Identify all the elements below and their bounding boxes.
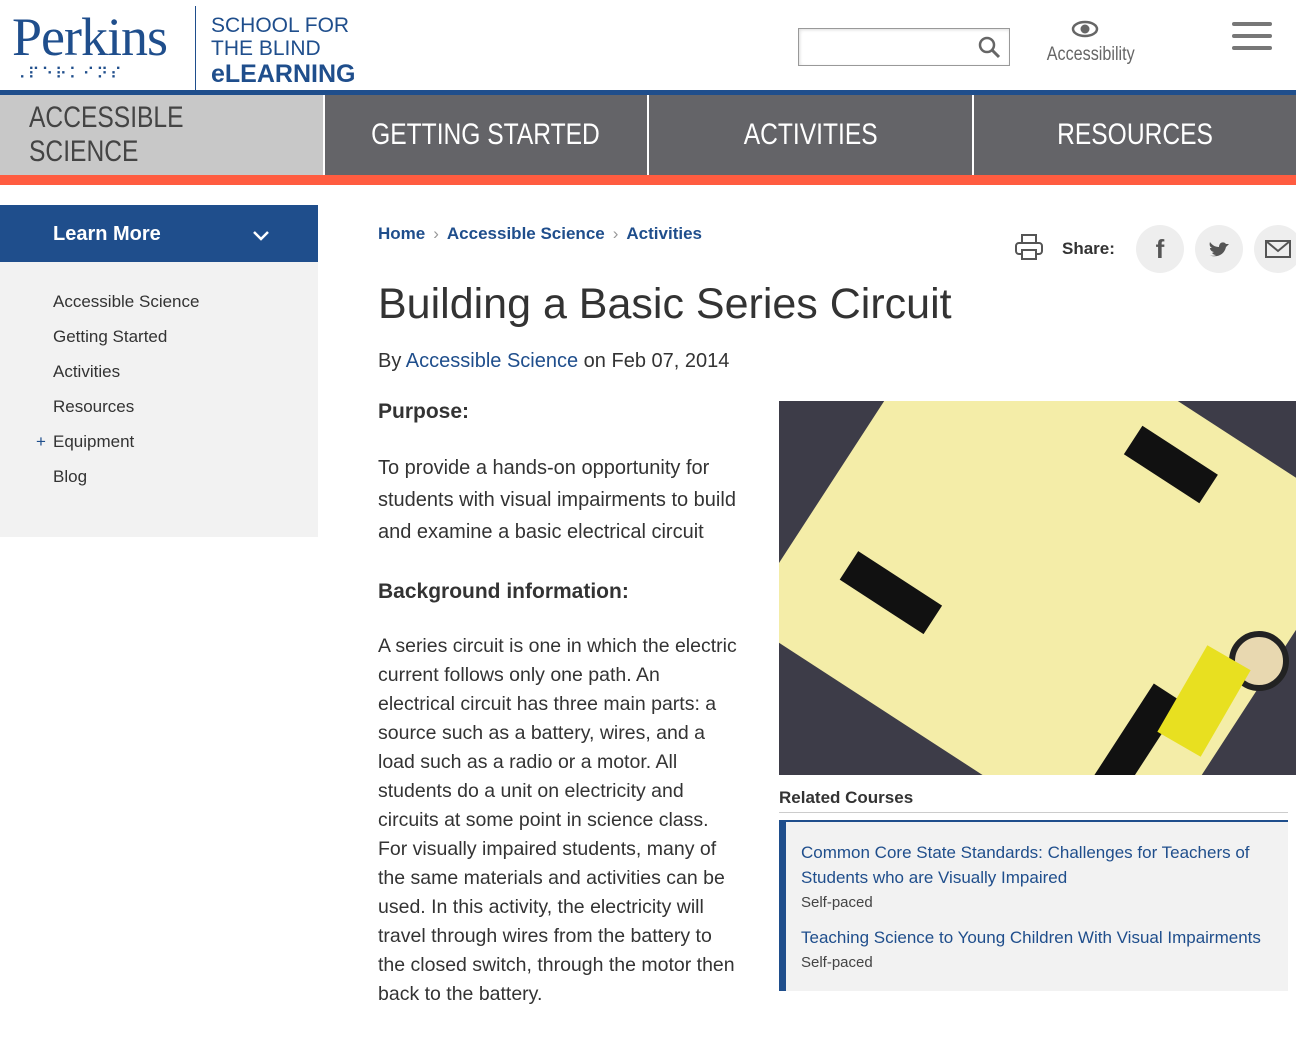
chevron-down-icon	[252, 225, 270, 248]
print-icon[interactable]	[1014, 233, 1044, 266]
course-link[interactable]: Teaching Science to Young Children With Visual Impairments	[801, 928, 1261, 947]
logo-text	[211, 14, 355, 88]
logo[interactable]: Perkins	[12, 7, 167, 67]
sidebar-item-activities[interactable]: Activities	[53, 362, 121, 381]
page-title: Building a Basic Series Circuit	[378, 280, 952, 328]
post-date: on Feb 07, 2014	[583, 350, 730, 372]
course-pace: Self-paced	[801, 894, 873, 911]
nav-label: GETTING STARTED	[371, 118, 601, 151]
main-nav	[0, 95, 1296, 175]
accessibility-label: Accessibility	[1046, 44, 1135, 65]
purpose-text: To provide a hands-on opportunity for students with visual impairments to build and examine a basic electrical circuit	[378, 457, 736, 543]
breadcrumb-home[interactable]: Home	[378, 224, 426, 243]
course-link[interactable]: Common Core State Standards: Challenges for Teachers of Students who are Visually Impaired	[801, 843, 1250, 887]
eye-icon	[1040, 20, 1130, 44]
nav-getting-started[interactable]	[323, 95, 648, 175]
related-courses-title: Related Courses	[779, 788, 914, 807]
sidebar-item-resources[interactable]: Resources	[53, 397, 135, 416]
sidebar	[0, 205, 318, 537]
braille-dots: ⠠⠏⠑⠗⠅⠊⠝⠎	[14, 66, 124, 83]
divider	[779, 812, 1288, 813]
sidebar-item-blog[interactable]: Blog	[53, 467, 88, 486]
chevron-right-icon: ›	[433, 224, 439, 243]
circuit-photo	[779, 401, 1296, 775]
nav-activities[interactable]	[647, 95, 972, 175]
logo-divider	[195, 6, 196, 90]
course-pace: Self-paced	[801, 954, 873, 971]
nav-resources[interactable]	[972, 95, 1296, 175]
breadcrumb	[378, 224, 702, 244]
byline	[378, 350, 729, 373]
menu-icon[interactable]	[1232, 22, 1272, 58]
twitter-icon[interactable]	[1195, 225, 1243, 273]
sidebar-item-label: Equipment	[53, 432, 135, 451]
sidebar-item-getting-started[interactable]: Getting Started	[53, 327, 168, 346]
background-text: A series circuit is one in which the electric current follows only one path. An electrical circuit has three main parts: a source such as a battery, wires, and a load such as a radio or a motor. All students do a unit on electricity and circuits at some point in science class. For visually impaired students, many of the same materials and activities can be used. In this activity, the electricity will travel through wires from the battery to the closed switch, through the motor then back to the battery.	[378, 635, 737, 1005]
share-bar	[1014, 225, 1296, 273]
search-box	[798, 28, 1010, 66]
nav-label: ACTIVITIES	[743, 118, 878, 151]
logo-line: SCHOOL FOR	[211, 14, 350, 37]
share-label: Share:	[1062, 239, 1115, 258]
search-input[interactable]	[799, 29, 969, 63]
author-link[interactable]: Accessible Science	[405, 350, 579, 372]
sidebar-item-accessible-science[interactable]: Accessible Science	[53, 292, 200, 311]
plus-icon[interactable]: +	[36, 432, 46, 451]
search-icon[interactable]	[977, 35, 1001, 64]
site-header	[0, 0, 1296, 90]
accessibility-button[interactable]	[1040, 20, 1135, 66]
logo-line: THE BLIND	[211, 37, 321, 60]
purpose-heading: Purpose:	[378, 400, 470, 423]
article-body	[378, 396, 738, 1009]
accent-bar	[0, 175, 1296, 185]
nav-accessible-science[interactable]	[0, 95, 323, 175]
breadcrumb-activities[interactable]: Activities	[626, 224, 702, 243]
learn-more-toggle[interactable]	[0, 205, 318, 262]
sidebar-title: Learn More	[53, 223, 161, 245]
nav-label: ACCESSIBLE SCIENCE	[29, 101, 184, 168]
background-heading: Background information:	[378, 580, 629, 603]
chevron-right-icon: ›	[612, 224, 619, 243]
logo-line: eLEARNING	[211, 60, 356, 88]
breadcrumb-accessible-science[interactable]: Accessible Science	[446, 224, 605, 243]
sidebar-item-equipment[interactable]	[0, 432, 318, 467]
nav-label: RESOURCES	[1056, 118, 1213, 151]
email-icon[interactable]	[1254, 225, 1296, 273]
by-text: By	[378, 350, 402, 372]
facebook-icon[interactable]: f	[1136, 225, 1184, 273]
related-courses	[779, 820, 1288, 991]
